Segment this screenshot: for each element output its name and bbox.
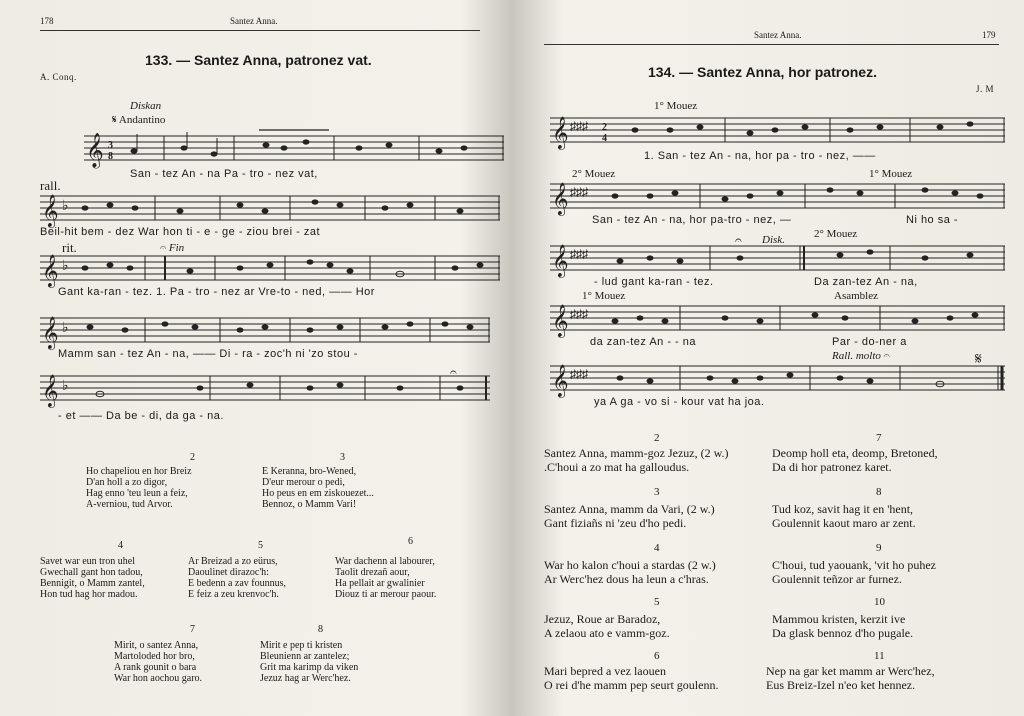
svg-text:𝄞: 𝄞 — [552, 306, 569, 337]
header-rule — [544, 44, 999, 45]
verse-number: 6 — [654, 650, 660, 662]
header-rule — [40, 30, 480, 31]
svg-text:♭: ♭ — [62, 321, 69, 336]
verse-number: 5 — [258, 540, 263, 551]
verse-number: 6 — [408, 536, 413, 547]
verse-number: 3 — [340, 452, 345, 463]
lyric-line-r1: 1. San - tez An - na, hor pa - tro - nez, —— — [644, 150, 876, 162]
verse-text: E Keranna, bro-Wened, D'eur merour o pedi, Ho peus en em ziskouezet... Bennoz, o Mamm Vari! — [262, 466, 374, 510]
svg-text:♭: ♭ — [62, 379, 69, 394]
svg-text:𝄞: 𝄞 — [42, 256, 59, 287]
voice-1-label-c: 1° Mouez — [582, 290, 626, 302]
staff-3 — [40, 250, 500, 286]
voice-1-label: 1° Mouez — [654, 100, 698, 112]
verse-number: 8 — [318, 624, 323, 635]
svg-text:𝄋: 𝄋 — [975, 351, 982, 368]
verse-text: Jezuz, Roue ar Baradoz, A zelaou ato e vamm-goz. — [544, 612, 670, 640]
song-title: 134. — Santez Anna, hor patronez. — [648, 64, 877, 80]
verse-number: 11 — [874, 650, 885, 662]
song-title: 133. — Santez Anna, patronez vat. — [145, 52, 372, 68]
svg-text:♯♯♯: ♯♯♯ — [570, 307, 588, 321]
lyric-line-r2: San - tez An - na, hor pa-tro - nez, — — [592, 214, 792, 226]
rall-molto-marking: Rall. molto 𝄐 — [832, 350, 890, 362]
verse-number: 7 — [190, 624, 195, 635]
svg-text:𝄞: 𝄞 — [42, 376, 59, 407]
lyric-line-r2b: Ni ho sa - — [906, 214, 959, 226]
svg-text:𝄐: 𝄐 — [735, 233, 742, 247]
staff-4 — [40, 312, 490, 348]
rit-marking: rit. — [62, 240, 77, 255]
staff-2 — [40, 190, 500, 226]
verse-number: 5 — [654, 596, 660, 608]
tempo-marking: 𝄋 Andantino — [112, 114, 166, 126]
lyric-line-3: Gant ka-ran - tez. 1. Pa - tro - nez ar Vre-to - ned, —— Hor — [58, 286, 375, 298]
lyric-line-r4: da zan-tez An - - na — [590, 336, 696, 348]
svg-text:𝄐: 𝄐 — [450, 365, 457, 379]
fin-marking: 𝄐 Fin — [160, 242, 185, 254]
verse-number: 2 — [190, 452, 195, 463]
staff-5 — [40, 365, 490, 407]
lyric-line-2: Beil-hit bem - dez War hon ti - e - ge - ziou brei - zat — [40, 226, 321, 238]
svg-text:𝄞: 𝄞 — [42, 318, 59, 349]
voice-2-label-b: 2° Mouez — [814, 228, 858, 240]
voice-2-label: 2° Mouez — [572, 168, 616, 180]
lyric-line-r4b: Par - do-ner a — [832, 336, 907, 348]
svg-text:2: 2 — [602, 122, 607, 133]
svg-text:♯♯♯: ♯♯♯ — [570, 185, 588, 199]
rall-marking: rall. — [40, 178, 61, 193]
composer: J. M — [976, 84, 995, 94]
svg-text:♯♯♯: ♯♯♯ — [570, 367, 588, 381]
verse-number: 10 — [874, 596, 885, 608]
verse-text: Tud koz, savit hag it en 'hent, Goulennit kaout maro ar zent. — [772, 502, 916, 530]
verse-text: Savet war eun tron uhel Gwechall gant hon tadou, Bennigit, o Mamm zantel, Hon tud hag hor madou. — [40, 556, 145, 600]
verse-text: C'houi, tud yaouank, 'vit ho puhez Goulennit teñzor ar furnez. — [772, 558, 936, 586]
lyric-line-4: Mamm san - tez An - na, —— Di - ra - zoc'h ni 'zo stou - — [58, 348, 358, 360]
svg-text:𝄞: 𝄞 — [86, 134, 104, 167]
staff-r1 — [550, 112, 1005, 148]
page-number: 179 — [982, 30, 996, 40]
svg-text:𝄞: 𝄞 — [552, 366, 569, 397]
svg-text:𝄞: 𝄞 — [552, 184, 569, 215]
verse-text: War ho kalon c'houi a stardas (2 w.) Ar Werc'hez dous ha leun a c'hras. — [544, 558, 716, 586]
svg-text:4: 4 — [602, 133, 607, 144]
svg-text:𝄞: 𝄞 — [42, 196, 59, 227]
composer: A. Conq. — [40, 72, 77, 82]
verse-text: Deomp holl eta, deomp, Bretoned, Da di hor patronez karet. — [772, 446, 938, 474]
verse-text: Ar Breizad a zo eürus, Daoulinet dirazoc'h: E bedenn a zav founnus, E feiz a zeu krenvoc'h. — [188, 556, 287, 600]
svg-text:𝄞: 𝄞 — [552, 246, 569, 277]
svg-text:♭: ♭ — [62, 199, 69, 214]
lyric-line-r3b: Da zan-tez An - na, — [814, 276, 918, 288]
svg-text:♭: ♭ — [62, 259, 69, 274]
verse-text: Santez Anna, mamm da Vari, (2 w.) Gant fiziañs ni 'zeu d'ho pedi. — [544, 502, 715, 530]
svg-text:♯♯♯: ♯♯♯ — [570, 247, 588, 261]
svg-text:𝄞: 𝄞 — [552, 118, 569, 149]
verse-text: Nep na gar ket mamm ar Werc'hez, Eus Breiz-Izel n'eo ket hennez. — [766, 664, 935, 692]
lyric-line-1: San - tez An - na Pa - tro - nez vat, — [130, 168, 318, 180]
left-page — [0, 0, 510, 716]
svg-text:♯♯♯: ♯♯♯ — [570, 119, 588, 133]
verse-text: Mirit, o santez Anna, Martoloded hor bro, A rank gounit o bara War hon aochou garo. — [114, 640, 203, 684]
verse-number: 8 — [876, 486, 882, 498]
verse-text: Mari bepred a vez laouen O rei d'he mamm pep seurt goulenn. — [544, 664, 719, 692]
verse-number: 2 — [654, 432, 660, 444]
verse-text: Mirit e pep ti kristen Bleunienn ar zantelez; Grit ma karimp da viken Jezuz hag ar Werc'hez. — [260, 640, 359, 684]
lyric-line-r5: ya A ga - vo si - kour vat ha joa. — [594, 396, 765, 408]
lyric-line-5: - et —— Da be - di, da ga - na. — [58, 410, 224, 422]
svg-text:3: 3 — [108, 140, 113, 151]
disk-marking: Disk. — [762, 234, 785, 246]
verse-text: Santez Anna, mamm-goz Jezuz, (2 w.) .C'houi a zo mat ha galloudus. — [544, 446, 729, 474]
verse-number: 7 — [876, 432, 882, 444]
verse-number: 4 — [118, 540, 123, 551]
running-head: Santez Anna. — [754, 30, 802, 40]
verse-number: 3 — [654, 486, 660, 498]
voice-1-label-b: 1° Mouez — [869, 168, 913, 180]
verse-text: Mammou kristen, kerzit ive Da glask bennoz d'ho pugale. — [772, 612, 914, 640]
asamblez-marking: Asamblez — [834, 290, 878, 302]
staff-1 — [84, 128, 504, 168]
verse-number: 9 — [876, 542, 882, 554]
verse-number: 4 — [654, 542, 660, 554]
staff-r4 — [550, 300, 1005, 336]
lyric-line-r3: - lud gant ka-ran - tez. — [594, 276, 714, 288]
verse-text: Ho chapeliou en hor Breiz D'an holl a zo digor, Hag enno 'teu leun a feiz, A-verniou, tud Arvor. — [86, 466, 192, 510]
tempo-label: Diskan — [130, 100, 162, 112]
svg-text:8: 8 — [108, 151, 113, 162]
right-page — [514, 0, 1024, 716]
staff-r2 — [550, 178, 1005, 214]
running-head: Santez Anna. — [230, 16, 278, 26]
verse-text: War dachenn al labourer, Taolit drezañ aour, Ha pellait ar gwalinier Diouz ti ar merour paour. — [335, 556, 437, 600]
page-number: 178 — [40, 16, 54, 26]
